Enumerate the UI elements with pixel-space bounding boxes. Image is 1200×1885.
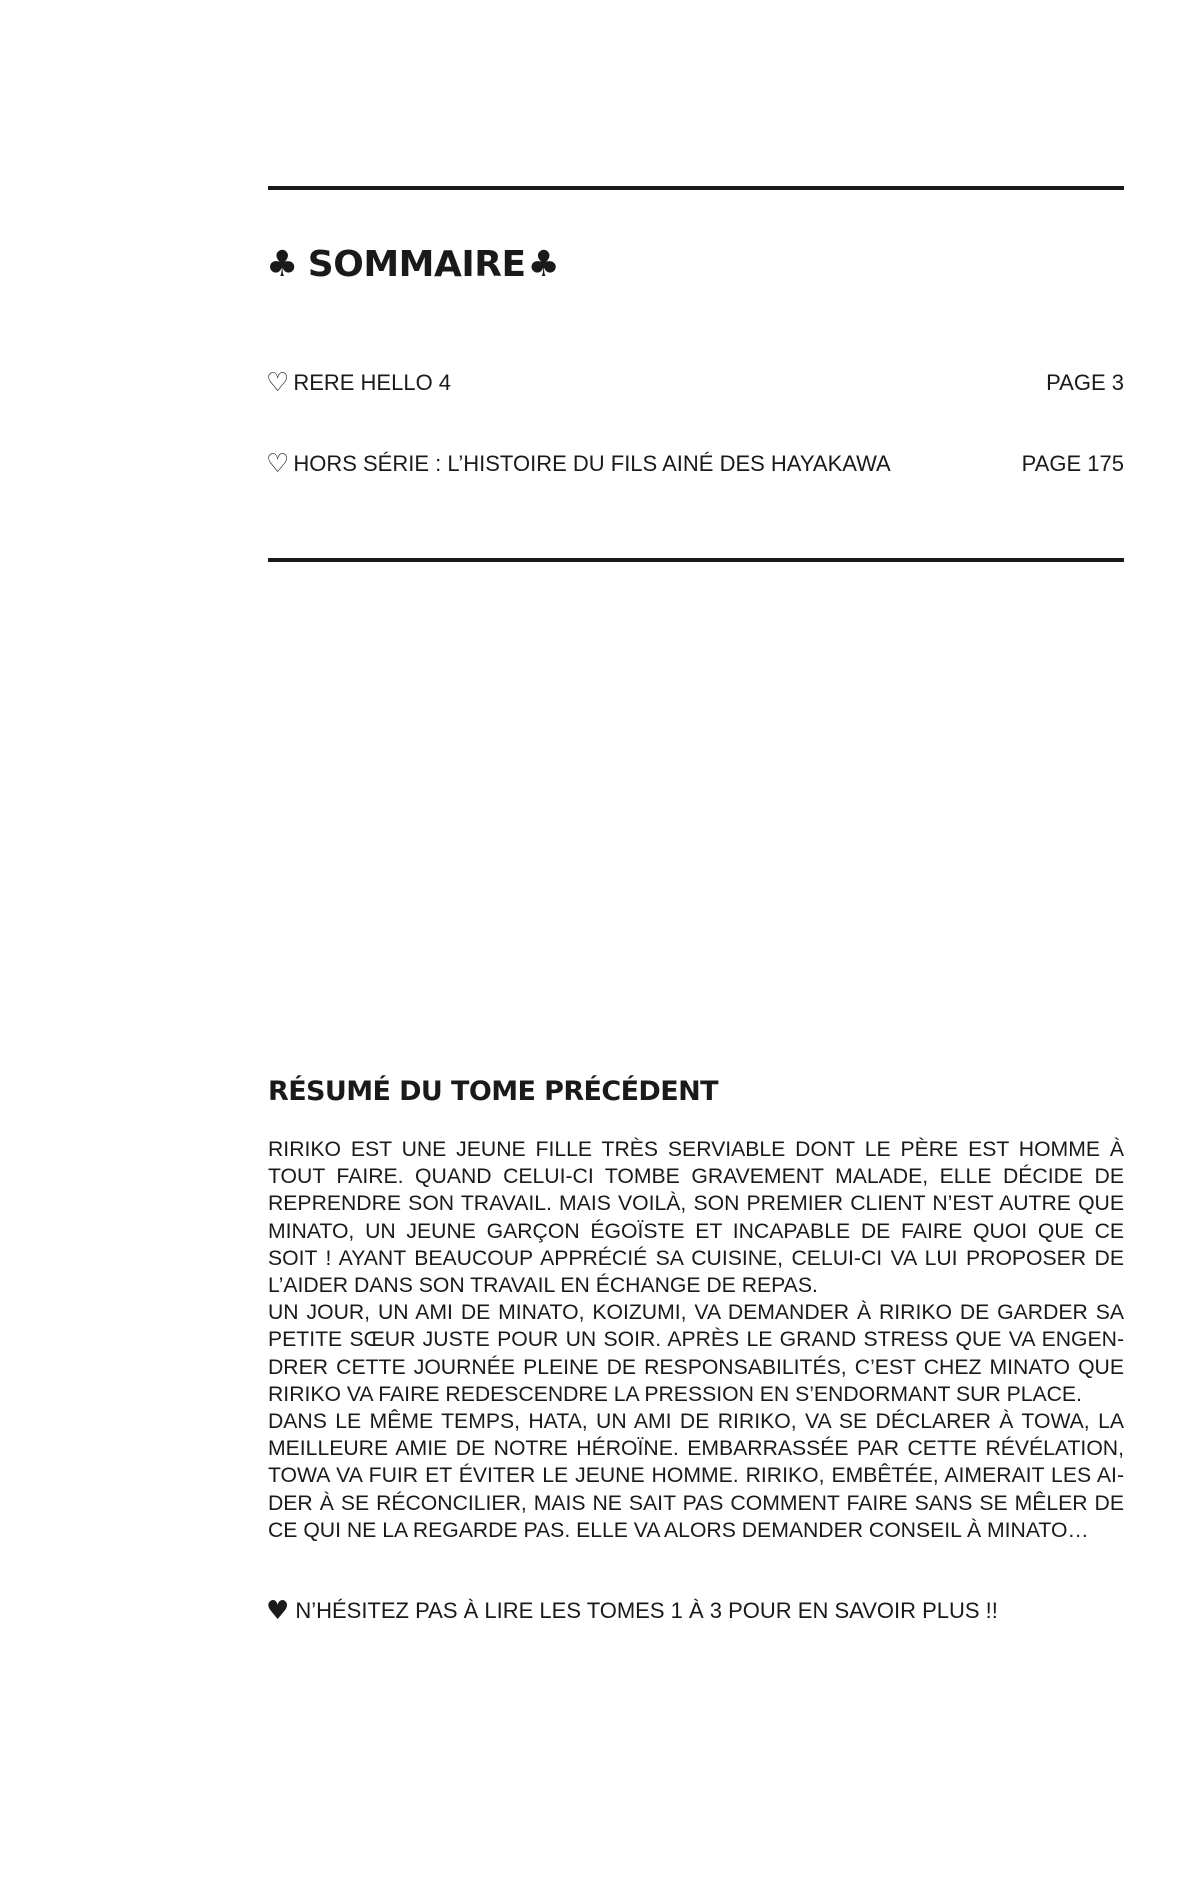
summary-title: RÉSUMÉ DU TOME PRÉCÉDENT: [268, 1076, 718, 1107]
summary-paragraph: RIRIKO EST UNE JEUNE FILLE TRÈS SERVIABLE DONT LE PÈRE EST HOMME À TOUT FAIRE. QUAND CELUI-CI TOMBE GRAVEMENT MALADE, ELLE DÉCIDE DE REPRENDRE SON TRAVAIL. MAIS VOILÀ, SON PREMIER CLIENT N’EST AUTRE QUE MINATO, UN JEUNE GARÇON ÉGOÏSTE ET INCAPABLE DE FAIRE QUOI QUE CE SOIT ! AYANT BEAUCOUP APPRÉCIÉ SA CUISINE, CELUI-CI VA LUI PROPOSER DE L’AIDER DANS SON TRAVAIL EN ÉCHANGE DE REPAS.: [268, 1138, 1124, 1298]
footer-note: [266, 1598, 998, 1624]
toc-entry: [266, 451, 1124, 477]
summary-body: [268, 1136, 1124, 1544]
toc-entry: [266, 370, 1124, 396]
summary-paragraph: UN JOUR, UN AMI DE MINATO, KOIZUMI, VA DEMANDER À RIRIKO DE GARDER SA PETITE SŒUR JUSTE POUR UN SOIR. APRÈS LE GRAND STRESS QUE VA ENGENDRER CETTE JOURNÉE PLEINE DE RESPONSABILITÉS, C’EST CHEZ MINATO QUE RIRIKO VA FAIRE REDESCENDRE LA PRESSION EN S’ENDORMANT SUR PLACE.: [268, 1301, 1124, 1406]
toc-entry-label: RERE HELLO 4: [293, 370, 452, 395]
footer-text: N’HÉSITEZ PAS À LIRE LES TOMES 1 À 3 POUR EN SAVOIR PLUS !!: [295, 1598, 998, 1623]
toc-title: SOMMAIRE: [307, 244, 526, 285]
heart-outline-icon: ♡: [266, 368, 290, 398]
club-icon: ♣: [527, 243, 560, 285]
toc-entry-label: HORS SÉRIE : L’HISTOIRE DU FILS AINÉ DES HAYAKAWA: [293, 451, 891, 476]
toc-heading: [266, 244, 559, 285]
toc-entry-page: PAGE 175: [1021, 451, 1124, 476]
toc-entry-page: PAGE 3: [1046, 370, 1124, 395]
top-divider: [268, 186, 1124, 190]
club-icon: ♣: [266, 243, 298, 285]
heart-outline-icon: ♡: [266, 449, 290, 479]
summary-paragraph: DANS LE MÊME TEMPS, HATA, UN AMI DE RIRIKO, VA SE DÉCLARER À TOWA, LA MEILLEURE AMIE DE NOTRE HÉROÏNE. EMBARRASSÉE PAR CETTE RÉVÉLATION, TOWA VA FUIR ET ÉVITER LE JEUNE HOMME. RIRIKO, EMBÊTÉE, AIMERAIT LES AIDER À SE RÉCONCILIER, MAIS NE SAIT PAS COMMENT FAIRE SANS SE MÊLER DE CE QUI NE LA REGARDE PAS. ELLE VA ALORS DEMANDER CONSEIL À MINATO…: [268, 1410, 1124, 1542]
heart-filled-icon: ♥: [266, 1596, 290, 1626]
bottom-divider: [268, 558, 1124, 562]
